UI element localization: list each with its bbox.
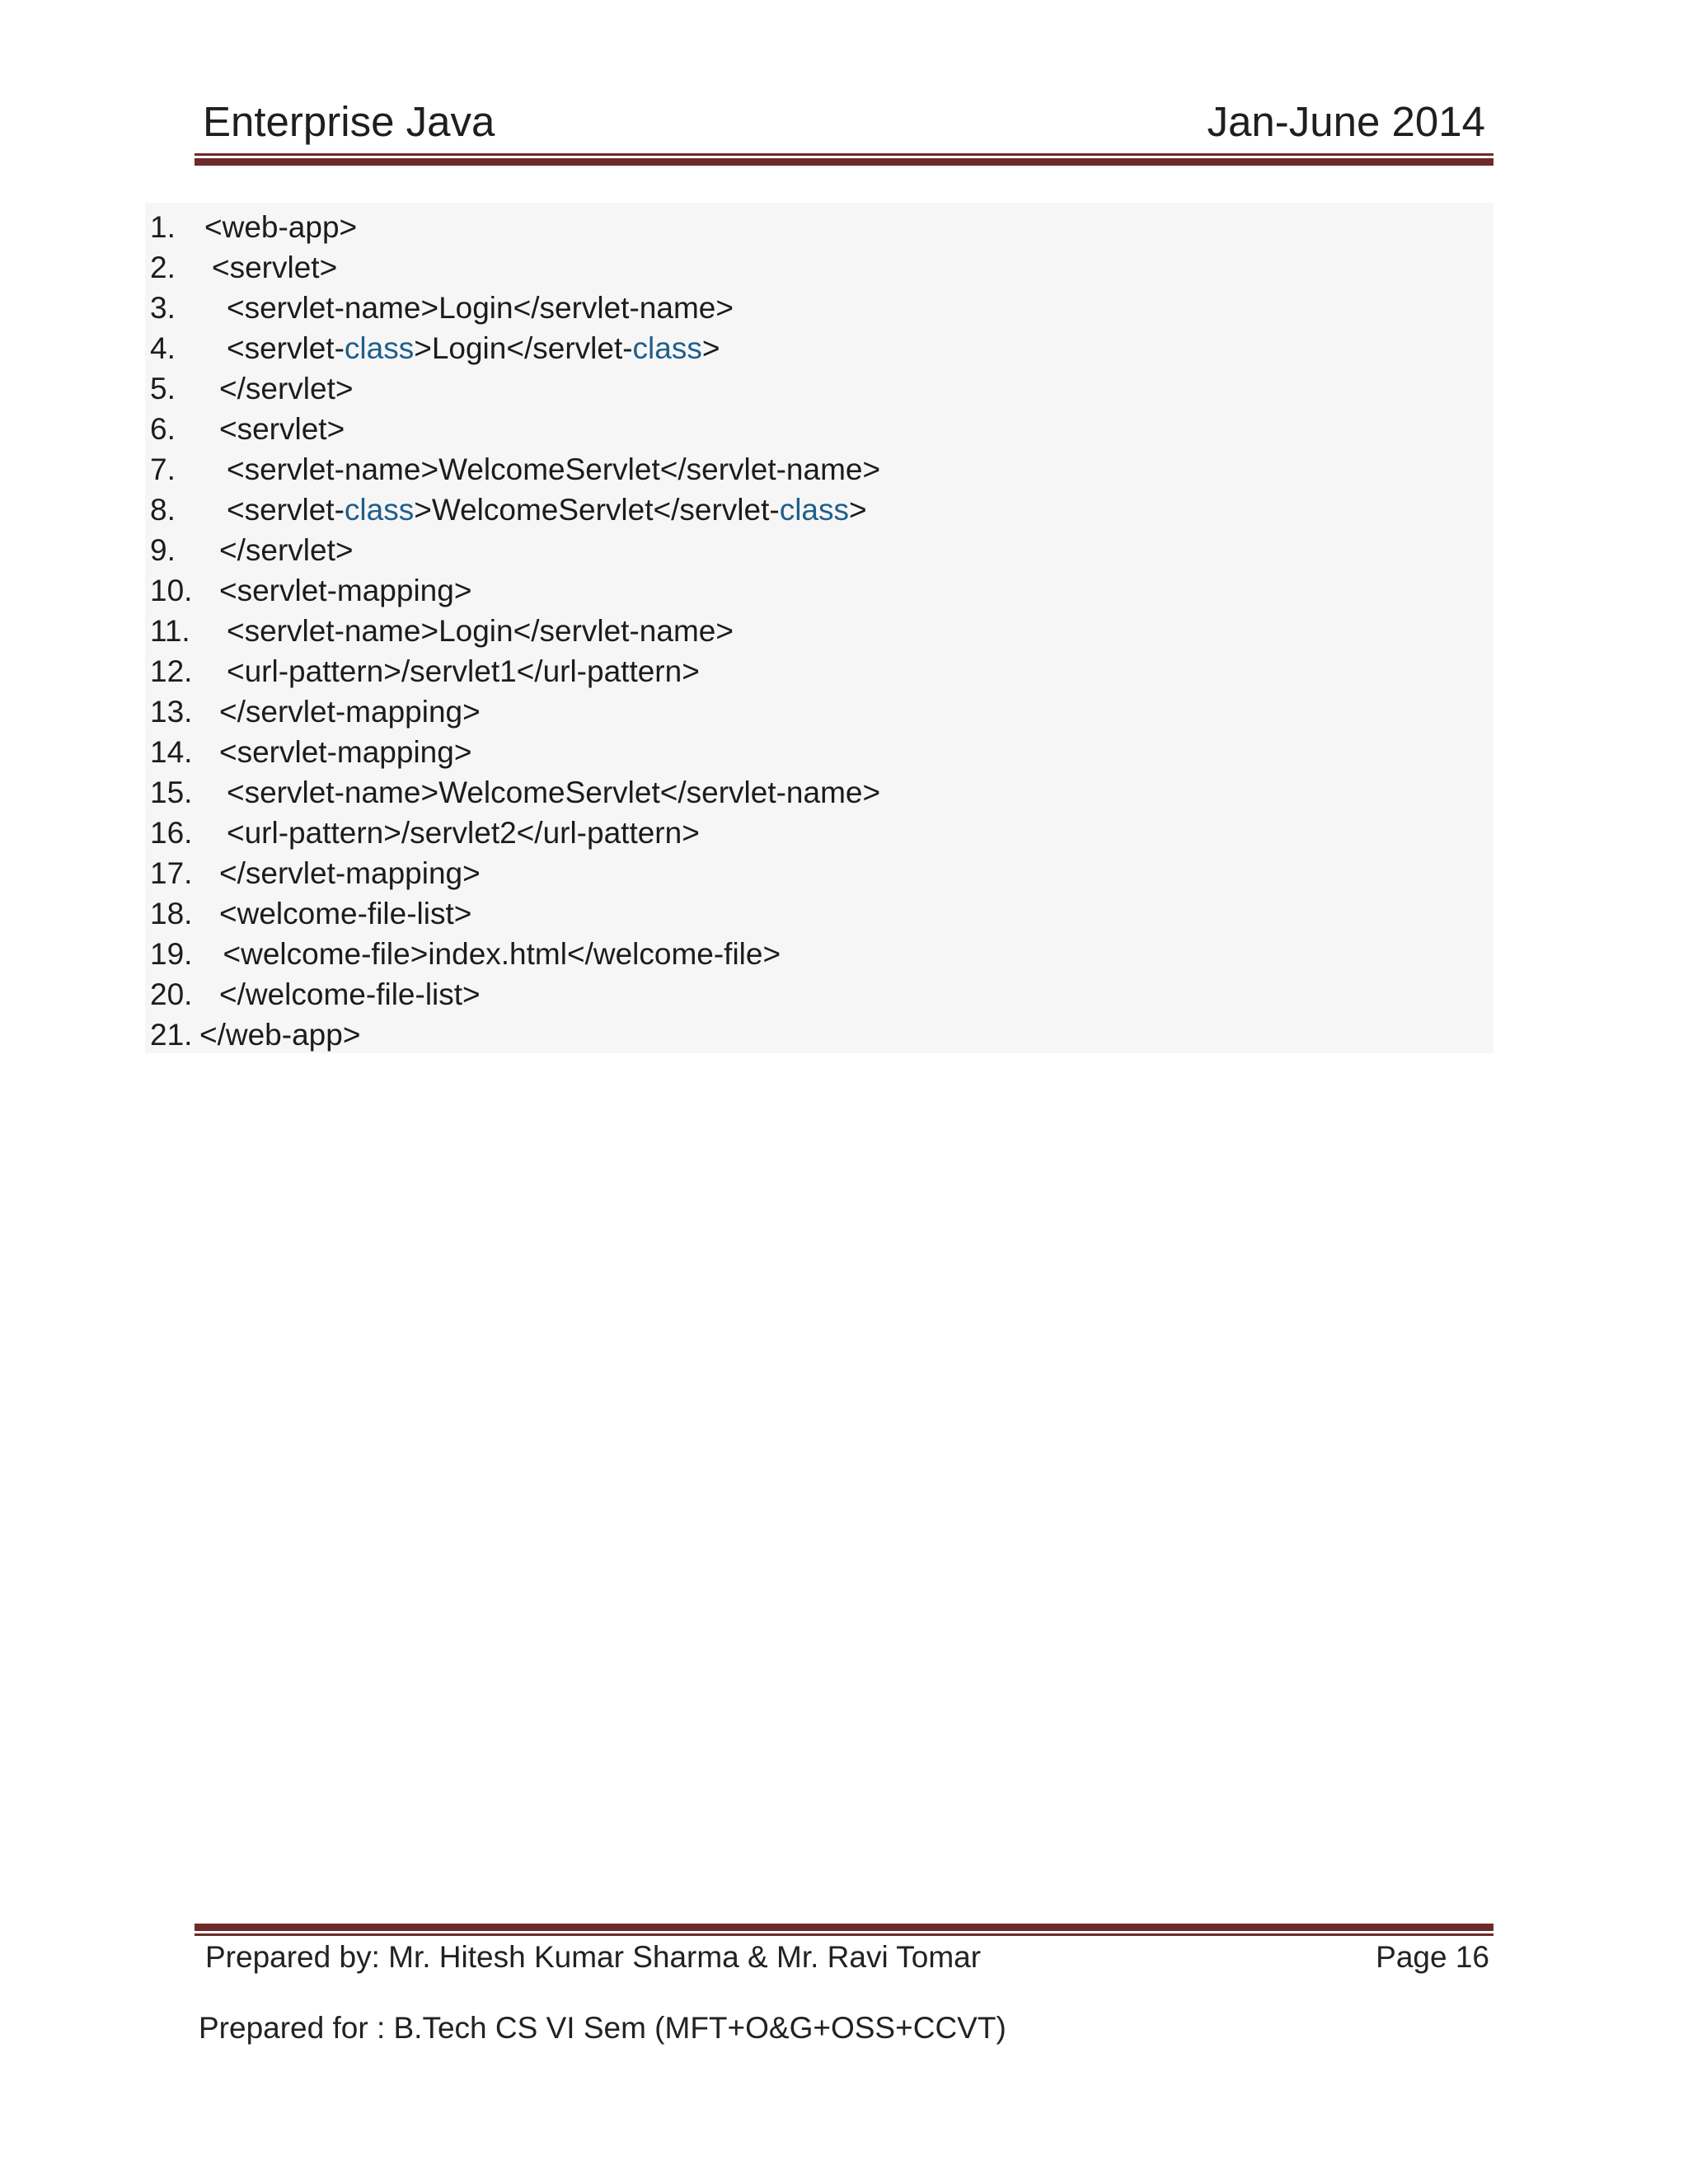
code-line-text: [227, 490, 867, 530]
code-token: <servlet-: [227, 331, 345, 365]
code-line-text: [227, 328, 720, 368]
code-line-number: 18.: [150, 897, 193, 930]
code-line-text: [219, 570, 471, 611]
code-line-text: [227, 449, 880, 490]
code-line-number: 3.: [150, 291, 176, 325]
code-token: <servlet-name>WelcomeServlet</servlet-name>: [227, 776, 881, 809]
code-line-text: [219, 691, 481, 732]
code-token: <servlet-name>Login</servlet-name>: [227, 291, 734, 325]
code-line-text: [199, 1015, 360, 1055]
code-token: <url-pattern>/servlet2</url-pattern>: [227, 816, 700, 850]
code-line-number: 13.: [150, 695, 193, 729]
code-line-number: 15.: [150, 776, 193, 809]
code-token: >Login</servlet-: [414, 331, 633, 365]
code-line-number: 6.: [150, 412, 176, 446]
code-token: <servlet>: [219, 412, 345, 446]
code-line-number: 11.: [150, 614, 190, 648]
code-token: </welcome-file-list>: [219, 977, 481, 1011]
page-header-term: Jan-June 2014: [1207, 98, 1485, 145]
code-keyword: class: [344, 493, 415, 527]
code-line-number: 17.: [150, 856, 193, 890]
code-token: <url-pattern>/servlet1</url-pattern>: [227, 654, 700, 688]
header-rule-thick: [195, 158, 1493, 166]
code-line-text: [219, 368, 353, 409]
code-line-number: 10.: [150, 574, 193, 607]
code-token: >: [849, 493, 867, 527]
footer-rule-thick: [195, 1924, 1493, 1931]
code-token: >WelcomeServlet</servlet-: [414, 493, 780, 527]
code-line-text: [219, 530, 353, 570]
code-line-number: 8.: [150, 493, 176, 527]
code-token: >: [701, 331, 720, 365]
code-token: <servlet-mapping>: [219, 735, 472, 769]
code-token: </servlet-mapping>: [219, 695, 481, 729]
code-line-number: 20.: [150, 977, 193, 1011]
code-line-text: [219, 974, 481, 1015]
code-line-number: 12.: [150, 654, 193, 688]
code-line-text: [219, 732, 471, 772]
code-line-text: [227, 611, 734, 651]
code-line-text: [219, 409, 345, 449]
code-token: <servlet-name>Login</servlet-name>: [227, 614, 734, 648]
code-line-number: 21.: [150, 1018, 193, 1052]
code-token: <welcome-file>index.html</welcome-file>: [223, 937, 781, 971]
code-token: </servlet>: [219, 372, 354, 405]
code-line-text: [219, 893, 471, 934]
code-line-number: 19.: [150, 937, 193, 971]
code-line-text: [204, 207, 357, 247]
code-line-number: 2.: [150, 251, 176, 284]
code-token: <web-app>: [204, 210, 358, 244]
code-keyword: class: [344, 331, 415, 365]
code-line-text: [219, 853, 481, 893]
code-keyword: class: [632, 331, 702, 365]
code-line-text: [227, 772, 880, 813]
code-token: <servlet>: [212, 251, 338, 284]
code-keyword: class: [779, 493, 850, 527]
code-line-number: 4.: [150, 331, 176, 365]
code-line-number: 7.: [150, 452, 176, 486]
code-line-text: [223, 934, 781, 974]
code-line-text: [227, 651, 700, 691]
code-token: <servlet-mapping>: [219, 574, 472, 607]
code-line-text: [227, 288, 734, 328]
code-line-text: [227, 813, 700, 853]
code-line-number: 16.: [150, 816, 193, 850]
footer-rule-thin: [195, 1933, 1493, 1936]
code-line-number: 9.: [150, 533, 176, 567]
footer-page-number: Page 16: [1376, 1940, 1489, 1974]
header-rule-thin: [195, 153, 1493, 156]
code-line-number: 1.: [150, 210, 176, 244]
code-token: <servlet-name>WelcomeServlet</servlet-name>: [227, 452, 881, 486]
page-header-title: Enterprise Java: [203, 98, 495, 145]
code-block: [145, 203, 1493, 1053]
code-line-number: 14.: [150, 735, 193, 769]
footer-prepared-for: Prepared for : B.Tech CS VI Sem (MFT+O&G+OSS+CCVT): [199, 2011, 1006, 2045]
code-token: <servlet-: [227, 493, 345, 527]
code-token: </servlet-mapping>: [219, 856, 481, 890]
code-token: </servlet>: [219, 533, 354, 567]
code-token: <welcome-file-list>: [219, 897, 472, 930]
footer-prepared-by: Prepared by: Mr. Hitesh Kumar Sharma & Mr. Ravi Tomar: [205, 1940, 982, 1974]
code-line-number: 5.: [150, 372, 176, 405]
code-line-text: [212, 247, 337, 288]
code-token: </web-app>: [199, 1018, 361, 1052]
